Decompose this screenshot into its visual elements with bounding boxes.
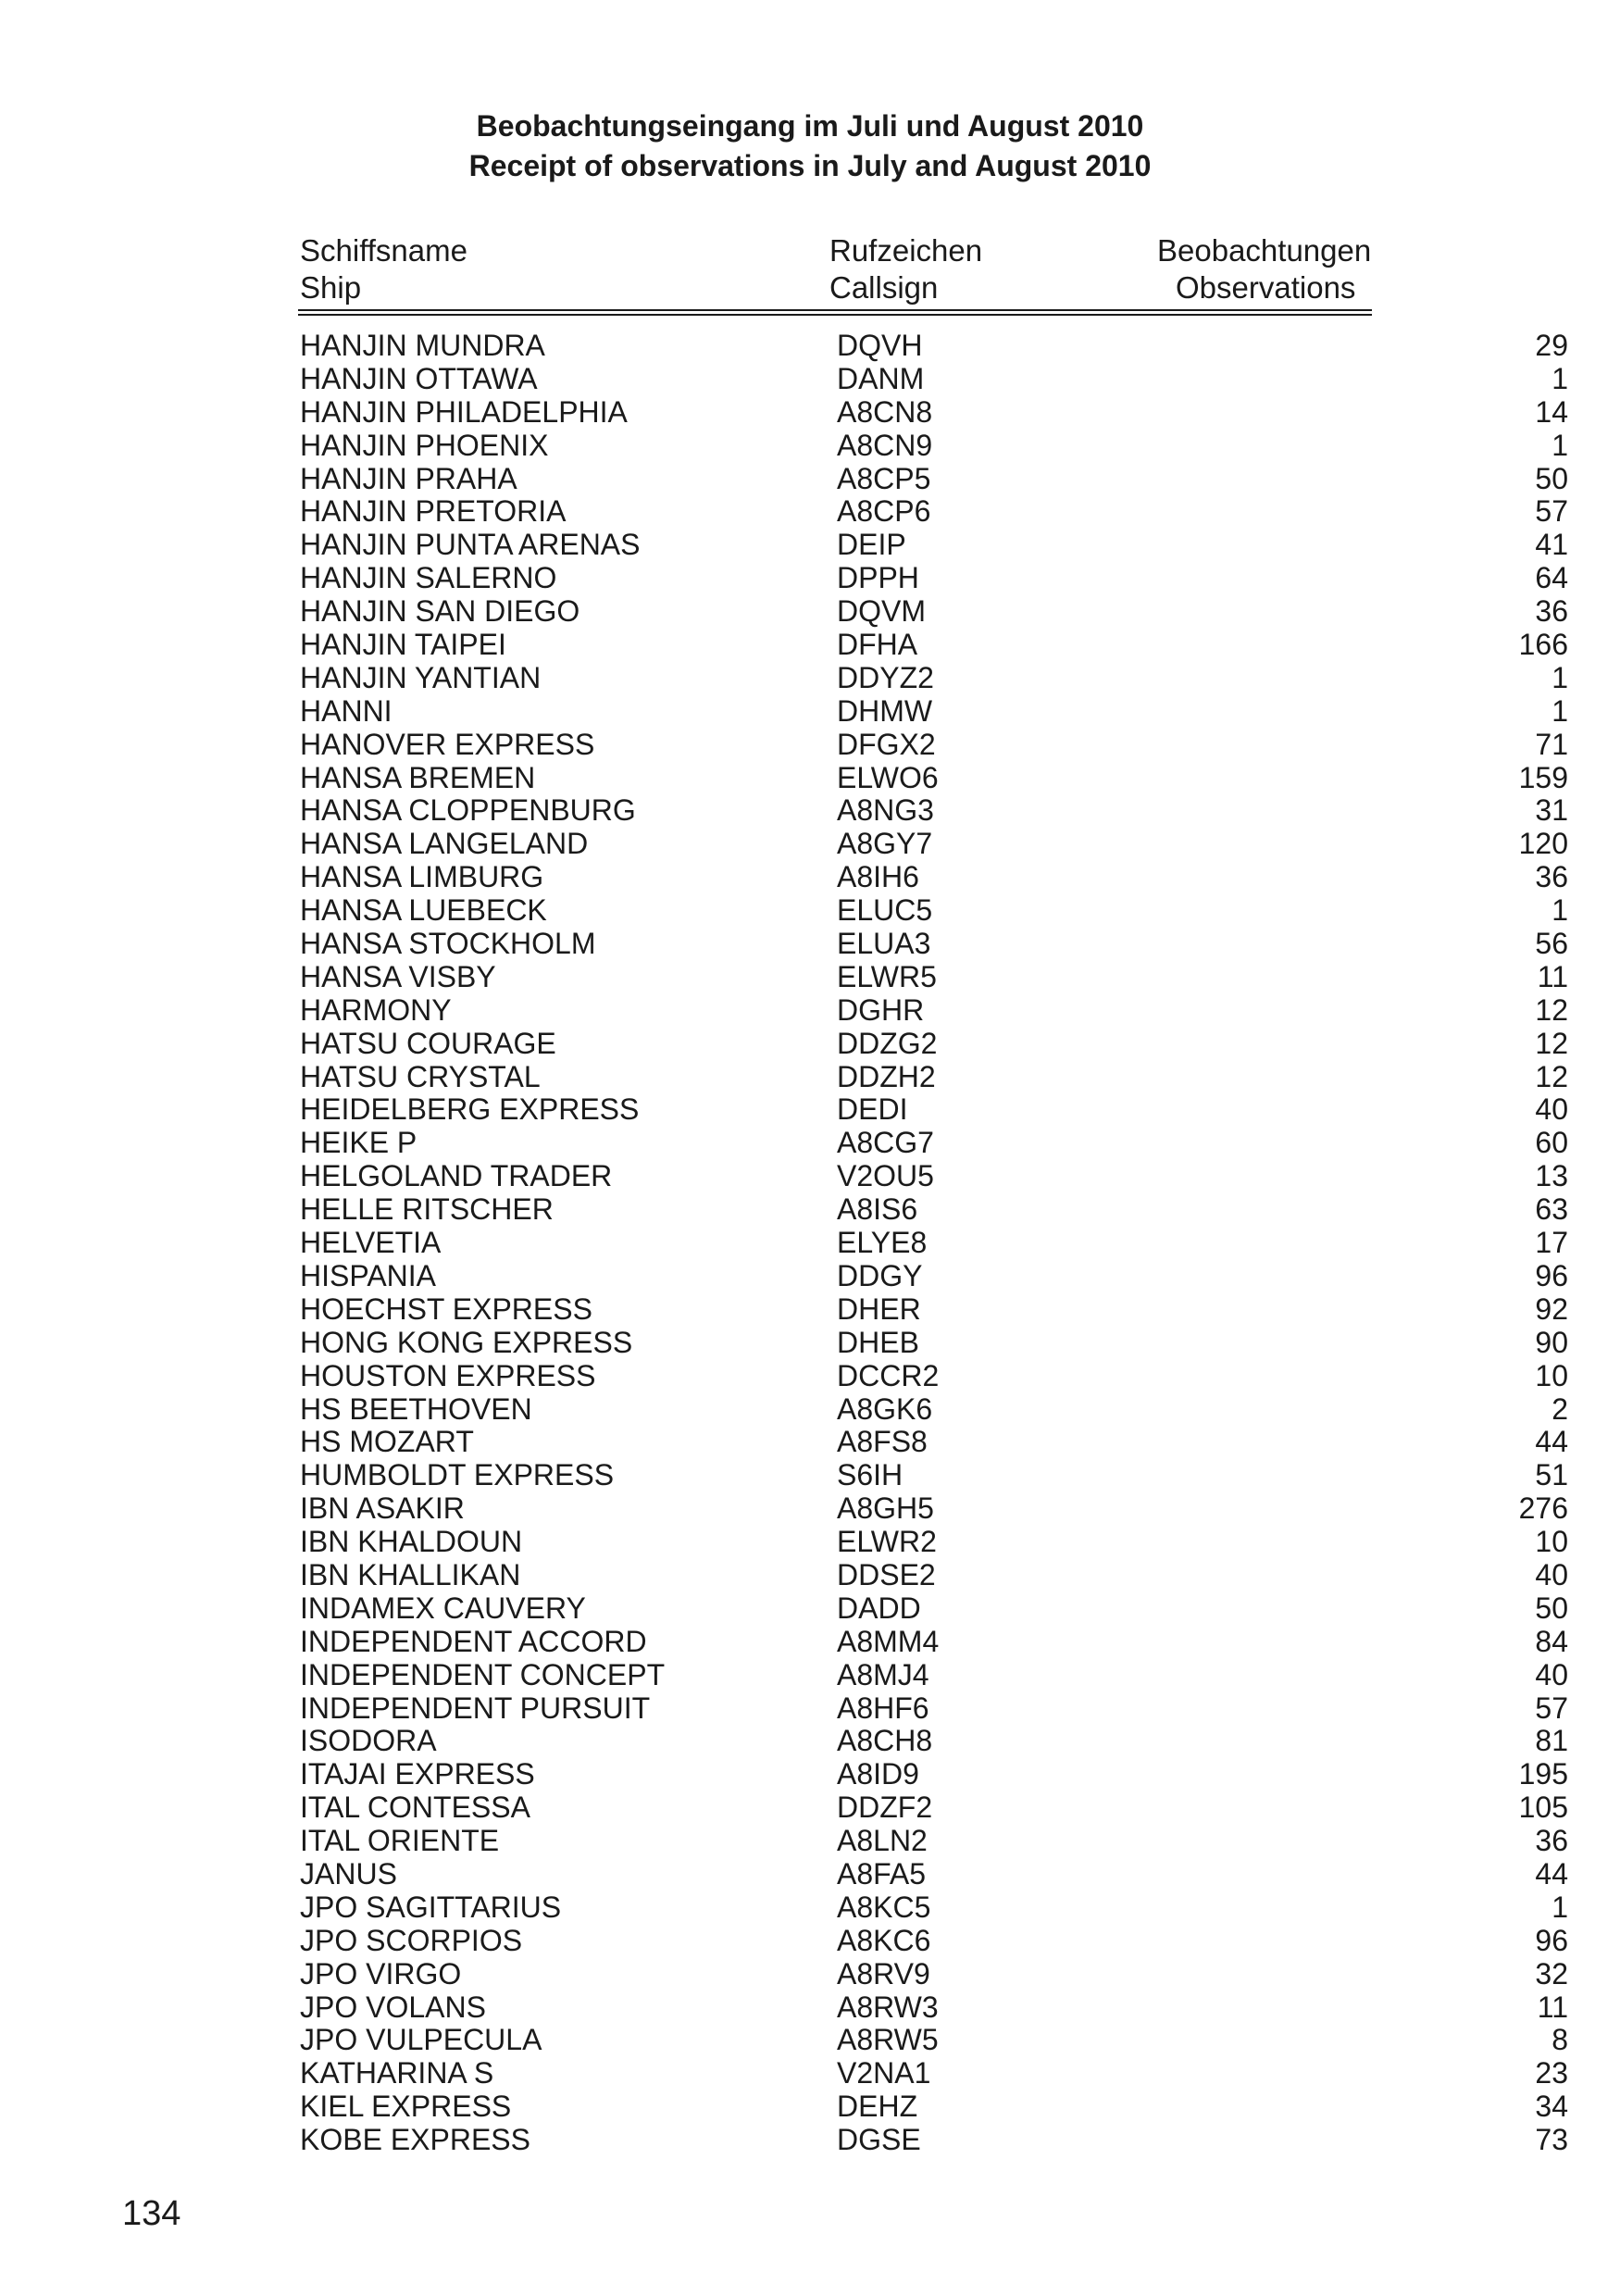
ship-name-cell: INDEPENDENT PURSUIT <box>300 1691 651 1725</box>
ship-name-cell: INDEPENDENT ACCORD <box>300 1624 647 1658</box>
ship-name-cell: ISODORA <box>300 1724 437 1758</box>
callsign-cell: A8RW5 <box>837 2023 939 2057</box>
callsign-cell: S6IH <box>837 1458 903 1492</box>
table-row <box>300 2090 1568 2124</box>
callsign-cell: A8GY7 <box>837 827 933 861</box>
callsign-cell: A8IH6 <box>837 860 919 894</box>
table-row <box>300 561 1568 595</box>
callsign-cell: A8KC5 <box>837 1890 931 1924</box>
callsign-cell: ELWR2 <box>837 1525 937 1559</box>
table-row <box>300 1624 1568 1659</box>
ship-name-cell: HISPANIA <box>300 1258 436 1292</box>
callsign-cell: DANM <box>837 361 925 395</box>
callsign-cell: A8CH8 <box>837 1724 933 1758</box>
callsign-cell: DFHA <box>837 628 918 662</box>
callsign-cell: ELWR5 <box>837 959 937 993</box>
ship-name-cell: ITAL CONTESSA <box>300 1791 530 1825</box>
table-row <box>300 1990 1568 2025</box>
ship-name-cell: IBN ASAKIR <box>300 1491 465 1526</box>
observations-cell: 44 <box>1535 1425 1568 1459</box>
table-row <box>300 1292 1568 1327</box>
column-header-ship-german: Schiffsname <box>300 233 467 268</box>
table-row <box>300 628 1568 662</box>
observations-cell: 11 <box>1537 959 1568 993</box>
observations-cell: 1 <box>1551 361 1568 395</box>
observations-cell: 96 <box>1535 1258 1568 1292</box>
table-row <box>300 1192 1568 1227</box>
observations-cell: 40 <box>1535 1557 1568 1591</box>
callsign-cell: DDZF2 <box>837 1791 933 1825</box>
table-row <box>300 1458 1568 1492</box>
table-row <box>300 1092 1568 1127</box>
ship-name-cell: ITAJAI EXPRESS <box>300 1757 535 1791</box>
observations-cell: 71 <box>1535 727 1568 761</box>
table-row <box>300 992 1568 1028</box>
observations-cell: 1 <box>1551 660 1568 694</box>
callsign-cell: DHEB <box>837 1325 919 1359</box>
ship-name-cell: HANJIN SALERNO <box>300 561 557 595</box>
observations-cell: 92 <box>1535 1292 1568 1326</box>
table-row <box>300 660 1568 695</box>
observations-cell: 276 <box>1518 1491 1568 1526</box>
table-row <box>300 1824 1568 1858</box>
ship-name-cell: HANOVER EXPRESS <box>300 727 595 761</box>
ship-name-cell: HUMBOLDT EXPRESS <box>300 1458 615 1492</box>
table-row <box>300 893 1568 928</box>
ship-name-cell: HANJIN PRAHA <box>300 461 517 495</box>
observations-cell: 10 <box>1535 1525 1568 1559</box>
column-header-ship-english: Ship <box>300 270 362 305</box>
callsign-cell: A8CG7 <box>837 1126 934 1160</box>
ship-name-cell: HANJIN MUNDRA <box>300 329 545 362</box>
callsign-cell: DEIP <box>837 528 906 562</box>
observations-cell: 159 <box>1518 760 1568 794</box>
ship-name-cell: HANJIN PUNTA ARENAS <box>300 528 641 562</box>
ship-name-cell: HARMONY <box>300 992 452 1027</box>
table-row <box>300 394 1568 430</box>
callsign-cell: A8FS8 <box>837 1425 928 1459</box>
observations-cell: 13 <box>1535 1159 1568 1193</box>
table-row <box>300 1890 1568 1925</box>
page-title-english: Receipt of observations in July and August 2010 <box>468 149 1152 182</box>
table-row <box>300 1757 1568 1791</box>
observations-cell: 44 <box>1535 1856 1568 1890</box>
table-row <box>300 361 1568 396</box>
callsign-cell: A8CP5 <box>837 461 931 495</box>
observations-cell: 40 <box>1535 1092 1568 1127</box>
callsign-cell: DFGX2 <box>837 727 936 761</box>
observations-cell: 1 <box>1551 893 1568 928</box>
observations-cell: 11 <box>1537 1990 1568 2024</box>
callsign-cell: V2OU5 <box>837 1159 934 1193</box>
ship-name-cell: HOUSTON EXPRESS <box>300 1358 596 1392</box>
table-row <box>300 1856 1568 1891</box>
ship-name-cell: HANJIN OTTAWA <box>300 361 538 395</box>
table-row <box>300 1557 1568 1592</box>
observations-table <box>300 329 1568 2157</box>
ship-name-cell: JANUS <box>300 1856 397 1890</box>
callsign-cell: A8IS6 <box>837 1192 918 1227</box>
callsign-cell: DADD <box>837 1591 921 1625</box>
callsign-cell: DDZH2 <box>837 1059 936 1093</box>
observations-cell: 12 <box>1535 1026 1568 1060</box>
callsign-cell: DDSE2 <box>837 1557 936 1591</box>
column-header-callsign-german: Rufzeichen <box>829 233 983 268</box>
ship-name-cell: JPO VIRGO <box>300 1956 462 1990</box>
header-rule-top <box>298 309 1372 311</box>
table-row <box>300 461 1568 496</box>
ship-name-cell: HANSA LANGELAND <box>300 827 589 861</box>
ship-name-cell: HANJIN YANTIAN <box>300 660 542 694</box>
ship-name-cell: HANSA CLOPPENBURG <box>300 793 636 828</box>
callsign-cell: A8FA5 <box>837 1856 927 1890</box>
table-row <box>300 2123 1568 2157</box>
table-row <box>300 793 1568 828</box>
table-row <box>300 594 1568 629</box>
table-row <box>300 1657 1568 1692</box>
observations-cell: 50 <box>1535 1591 1568 1625</box>
callsign-cell: DEDI <box>837 1092 908 1127</box>
table-row <box>300 1691 1568 1726</box>
callsign-cell: DGHR <box>837 992 925 1027</box>
ship-name-cell: JPO SAGITTARIUS <box>300 1890 562 1924</box>
ship-name-cell: HANJIN PHILADELPHIA <box>300 394 628 429</box>
ship-name-cell: ITAL ORIENTE <box>300 1824 500 1858</box>
ship-name-cell: KOBE EXPRESS <box>300 2123 530 2157</box>
table-row <box>300 494 1568 529</box>
observations-cell: 41 <box>1535 528 1568 562</box>
ship-name-cell: HANJIN TAIPEI <box>300 628 506 662</box>
callsign-cell: A8MM4 <box>837 1624 940 1658</box>
ship-name-cell: HELGOLAND TRADER <box>300 1159 613 1193</box>
callsign-cell: ELWO6 <box>837 760 939 794</box>
table-row <box>300 1956 1568 1991</box>
observations-cell: 23 <box>1535 2056 1568 2090</box>
table-row <box>300 760 1568 795</box>
observations-cell: 166 <box>1518 628 1568 662</box>
page-title-german: Beobachtungseingang im Juli und August 2010 <box>476 109 1144 143</box>
observations-cell: 8 <box>1551 2023 1568 2057</box>
observations-cell: 32 <box>1535 1956 1568 1990</box>
callsign-cell: DGSE <box>837 2123 921 2157</box>
table-row <box>300 329 1568 363</box>
column-header-observations-english: Observations <box>1176 270 1356 305</box>
table-row <box>300 2023 1568 2057</box>
observations-cell: 12 <box>1535 1059 1568 1093</box>
column-header-observations-german: Beobachtungen <box>1157 233 1372 268</box>
callsign-cell: DDGY <box>837 1258 923 1292</box>
table-row <box>300 1724 1568 1758</box>
callsign-cell: DHER <box>837 1292 921 1326</box>
observations-cell: 84 <box>1535 1624 1568 1658</box>
ship-name-cell: HANSA LIMBURG <box>300 860 544 894</box>
table-row <box>300 727 1568 762</box>
callsign-cell: A8ID9 <box>837 1757 919 1791</box>
observations-cell: 120 <box>1518 827 1568 861</box>
observations-cell: 31 <box>1535 793 1568 828</box>
ship-name-cell: HS BEETHOVEN <box>300 1391 532 1426</box>
observations-cell: 36 <box>1535 860 1568 894</box>
observations-cell: 57 <box>1535 494 1568 529</box>
observations-cell: 81 <box>1535 1724 1568 1758</box>
table-row <box>300 959 1568 994</box>
table-row <box>300 827 1568 861</box>
table-row <box>300 927 1568 961</box>
observations-cell: 10 <box>1535 1358 1568 1392</box>
table-row <box>300 693 1568 729</box>
callsign-cell: DCCR2 <box>837 1358 940 1392</box>
ship-name-cell: HEIKE P <box>300 1126 417 1160</box>
observations-cell: 105 <box>1518 1791 1568 1825</box>
observations-cell: 29 <box>1535 329 1568 362</box>
ship-name-cell: HATSU COURAGE <box>300 1026 556 1060</box>
table-row <box>300 1026 1568 1061</box>
callsign-cell: ELYE8 <box>837 1226 928 1260</box>
table-row <box>300 1358 1568 1393</box>
observations-cell: 2 <box>1551 1391 1568 1426</box>
observations-cell: 40 <box>1535 1657 1568 1691</box>
table-row <box>300 1525 1568 1559</box>
table-row <box>300 1325 1568 1360</box>
ship-name-cell: INDAMEX CAUVERY <box>300 1591 586 1625</box>
observations-cell: 63 <box>1535 1192 1568 1227</box>
ship-name-cell: HANSA VISBY <box>300 959 496 993</box>
ship-name-cell: INDEPENDENT CONCEPT <box>300 1657 666 1691</box>
ship-name-cell: KATHARINA S <box>300 2056 494 2090</box>
observations-cell: 195 <box>1518 1757 1568 1791</box>
table-row <box>300 1425 1568 1459</box>
callsign-cell: A8NG3 <box>837 793 934 828</box>
ship-name-cell: IBN KHALLIKAN <box>300 1557 521 1591</box>
table-row <box>300 1126 1568 1160</box>
callsign-cell: A8CP6 <box>837 494 931 529</box>
observations-cell: 96 <box>1535 1923 1568 1957</box>
ship-name-cell: HONG KONG EXPRESS <box>300 1325 633 1359</box>
ship-name-cell: HANSA LUEBECK <box>300 893 547 928</box>
observations-cell: 90 <box>1535 1325 1568 1359</box>
table-row <box>300 1226 1568 1260</box>
table-row <box>300 528 1568 562</box>
table-row <box>300 1591 1568 1626</box>
ship-name-cell: HANSA BREMEN <box>300 760 536 794</box>
callsign-cell: A8HF6 <box>837 1691 929 1725</box>
header-rule-bottom <box>298 314 1372 316</box>
ship-name-cell: HANJIN PHOENIX <box>300 428 549 462</box>
ship-name-cell: JPO SCORPIOS <box>300 1923 523 1957</box>
column-header-callsign-english: Callsign <box>829 270 939 305</box>
ship-name-cell: HELLE RITSCHER <box>300 1192 554 1227</box>
table-row <box>300 1159 1568 1193</box>
callsign-cell: DEHZ <box>837 2090 918 2124</box>
callsign-cell: A8RV9 <box>837 1956 930 1990</box>
table-row <box>300 1391 1568 1427</box>
table-row <box>300 1059 1568 1094</box>
callsign-cell: DDZG2 <box>837 1026 938 1060</box>
table-row <box>300 428 1568 463</box>
observations-cell: 17 <box>1535 1226 1568 1260</box>
callsign-cell: DPPH <box>837 561 919 595</box>
observations-cell: 60 <box>1535 1126 1568 1160</box>
callsign-cell: DQVM <box>837 594 926 629</box>
ship-name-cell: HANJIN PRETORIA <box>300 494 567 529</box>
callsign-cell: ELUC5 <box>837 893 933 928</box>
observations-cell: 36 <box>1535 1824 1568 1858</box>
ship-name-cell: HANJIN SAN DIEGO <box>300 594 580 629</box>
ship-name-cell: HOECHST EXPRESS <box>300 1292 592 1326</box>
ship-name-cell: HATSU CRYSTAL <box>300 1059 541 1093</box>
observations-cell: 34 <box>1535 2090 1568 2124</box>
ship-name-cell: HANNI <box>300 693 393 728</box>
observations-cell: 36 <box>1535 594 1568 629</box>
callsign-cell: A8RW3 <box>837 1990 939 2024</box>
ship-name-cell: JPO VULPECULA <box>300 2023 542 2057</box>
ship-name-cell: HS MOZART <box>300 1425 474 1459</box>
callsign-cell: A8LN2 <box>837 1824 928 1858</box>
observations-cell: 1 <box>1551 693 1568 728</box>
observations-cell: 57 <box>1535 1691 1568 1725</box>
table-row <box>300 1258 1568 1293</box>
callsign-cell: DHMW <box>837 693 933 728</box>
callsign-cell: ELUA3 <box>837 927 931 961</box>
ship-name-cell: JPO VOLANS <box>300 1990 486 2024</box>
observations-cell: 73 <box>1535 2123 1568 2157</box>
table-row <box>300 1491 1568 1526</box>
callsign-cell: A8GK6 <box>837 1391 933 1426</box>
observations-cell: 1 <box>1551 428 1568 462</box>
ship-name-cell: KIEL EXPRESS <box>300 2090 512 2124</box>
table-row <box>300 2056 1568 2090</box>
observations-cell: 56 <box>1535 927 1568 961</box>
callsign-cell: A8CN8 <box>837 394 933 429</box>
observations-cell: 50 <box>1535 461 1568 495</box>
callsign-cell: A8KC6 <box>837 1923 931 1957</box>
callsign-cell: A8MJ4 <box>837 1657 929 1691</box>
observations-cell: 14 <box>1535 394 1568 429</box>
table-row <box>300 860 1568 894</box>
ship-name-cell: HEIDELBERG EXPRESS <box>300 1092 640 1127</box>
callsign-cell: A8CN9 <box>837 428 933 462</box>
observations-cell: 1 <box>1551 1890 1568 1924</box>
callsign-cell: V2NA1 <box>837 2056 931 2090</box>
observations-cell: 12 <box>1535 992 1568 1027</box>
ship-name-cell: IBN KHALDOUN <box>300 1525 523 1559</box>
table-row <box>300 1923 1568 1958</box>
page-number: 134 <box>122 2194 181 2233</box>
observations-cell: 64 <box>1535 561 1568 595</box>
table-row <box>300 1791 1568 1825</box>
callsign-cell: DDYZ2 <box>837 660 934 694</box>
observations-cell: 51 <box>1535 1458 1568 1492</box>
ship-name-cell: HANSA STOCKHOLM <box>300 927 596 961</box>
callsign-cell: DQVH <box>837 329 923 362</box>
callsign-cell: A8GH5 <box>837 1491 934 1526</box>
ship-name-cell: HELVETIA <box>300 1226 442 1260</box>
